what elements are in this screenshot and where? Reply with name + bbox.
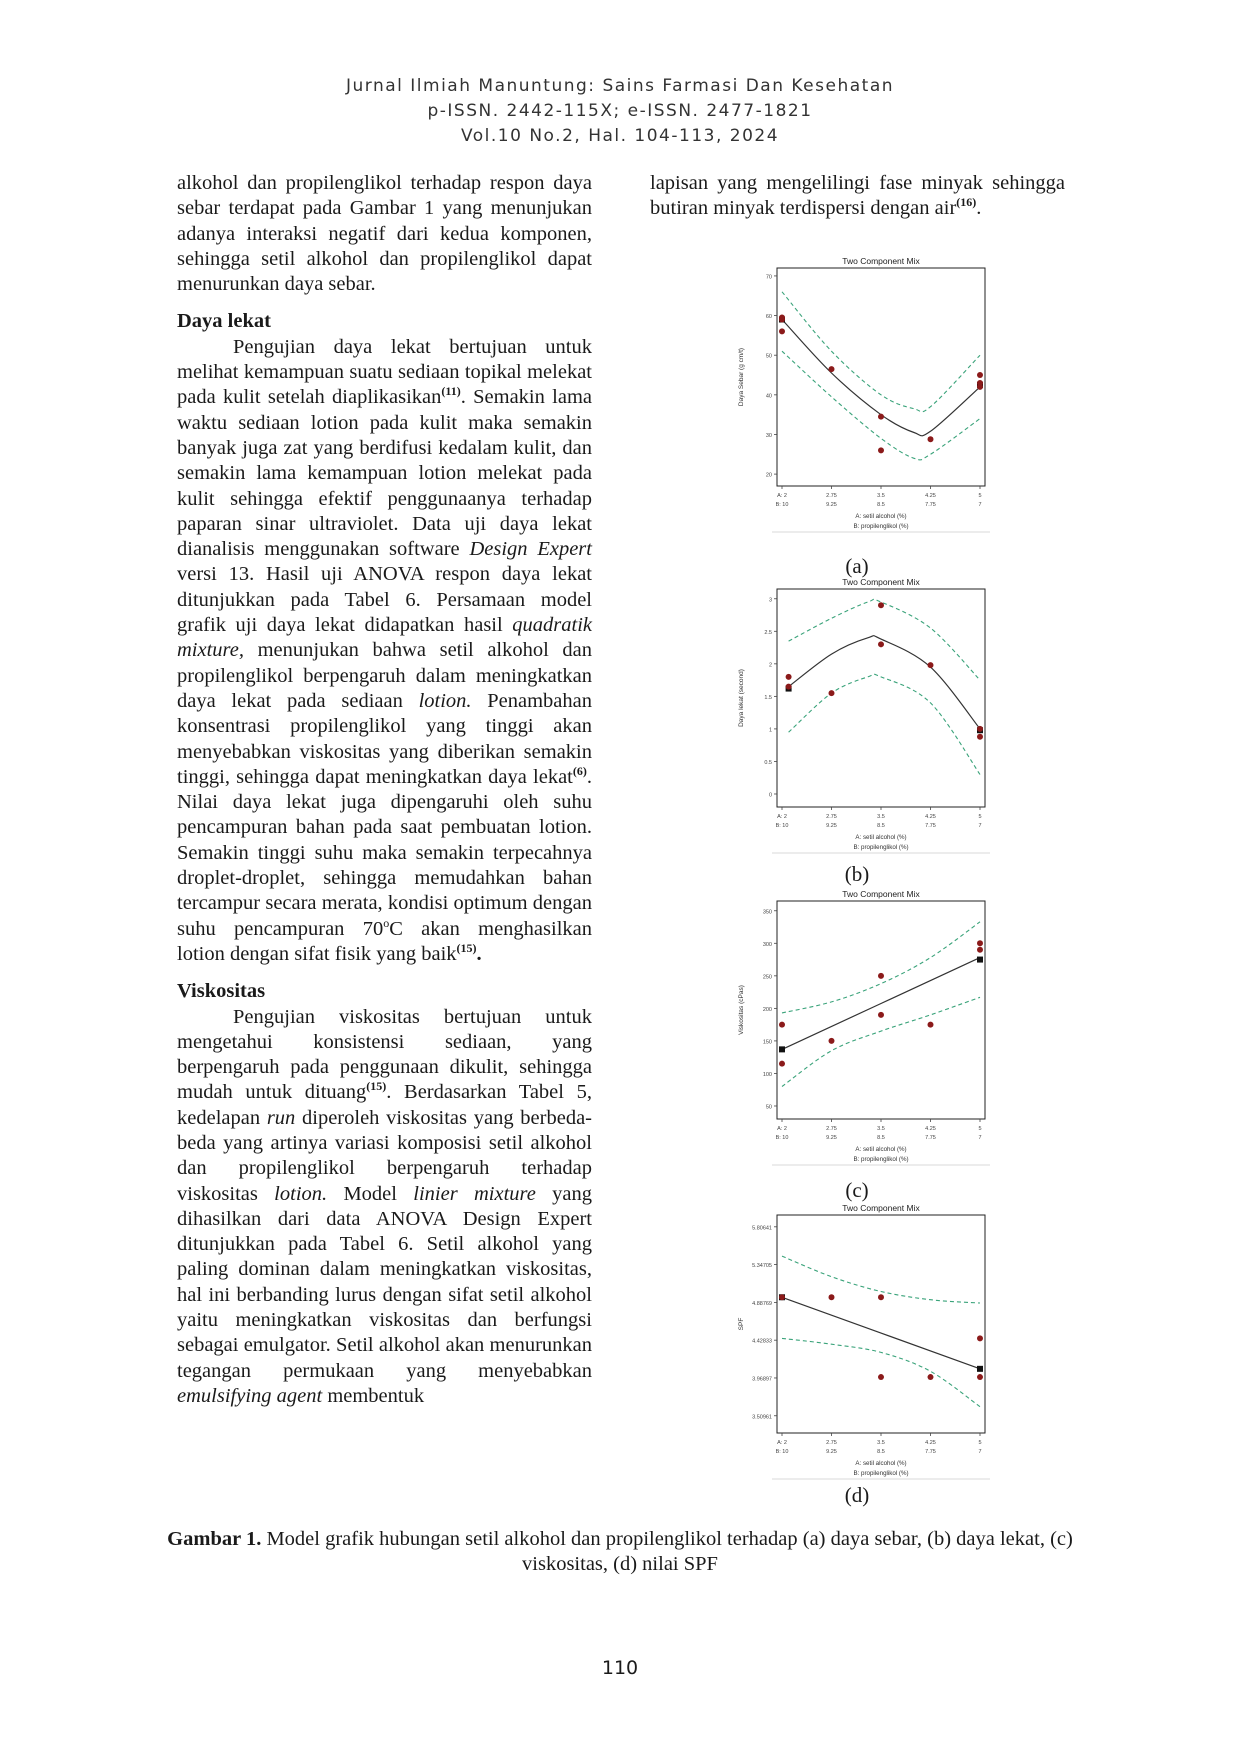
data-point	[829, 1038, 835, 1044]
paragraph-daya-lekat: Pengujian daya lekat bertujuan untuk melihat kemampuan suatu sediaan topikal melekat pada kulit setelah diaplikasikan$^{(11)}$. Semakin lama waktu sediaan lotion pada kulit maka semakin banyak juga zat yang berdifusi kedalam kulit, dan semakin lama kemampuan lotion melekat pada kulit sehingga efektif penggunaanya terhadap paparan sinar ultraviolet. Data uji daya lekat dianalisis menggunakan software Design Expert versi 13. Hasil uji ANOVA respon daya lekat ditunjukkan pada Tabel 6. Persamaan model grafik uji daya lekat didapatkan hasil quadratik mixture, menunjukan bahwa setil alkohol dan propilenglikol berpengaruh dalam meningkatkan daya lekat pada sediaan lotion. Penambahan konsentrasi propilenglikol yang tinggi akan menyebabkan viskositas yang diberikan semakin tinggi, sehingga dapat meningkatkan daya lekat$^{(6)}$. Nilai daya lekat juga dipengaruhi oleh suhu pencampuran bahan pada saat pembuatan lotion. Semakin tinggi suhu maka semakin terpecahnya droplet-droplet, sehingga memudahkan bahan tercampur secara merata, kondisi optimum dengan suhu pencampuran 70$^o$C akan menghasilkan lotion dengan sifat fisik yang baik$^{(15)}$.	[177, 335, 592, 965]
y-tick-label: 200	[762, 1006, 772, 1013]
x-axis-label-a: A: setil alcohol (%)	[855, 834, 907, 841]
chart-d	[715, 1201, 1000, 1491]
paragraph-right: lapisan yang mengelilingi fase minyak sehingga butiran minyak terdispersi dengan air$^{(16)}$.	[650, 172, 1065, 220]
data-point	[829, 366, 835, 372]
issn-line: p-ISSN. 2442-115X; e-ISSN. 2477-1821	[427, 101, 813, 121]
x-tick-label-b: 8.5	[877, 1135, 885, 1141]
x-tick-label-b: 8.5	[877, 823, 885, 829]
y-tick-label: 70	[765, 274, 772, 281]
x-tick-label-a: 2.75	[826, 1440, 837, 1446]
lower-confidence-band	[782, 997, 980, 1086]
chart-panel-c	[715, 887, 1000, 1177]
y-tick-label: 3	[768, 597, 772, 604]
volume-line: Vol.10 No.2, Hal. 104-113, 2024	[460, 126, 780, 146]
x-tick-label-b: B: 10	[775, 1135, 789, 1141]
x-axis-label-b: B: propilenglikol (%)	[853, 844, 909, 851]
y-tick-label: 5.80641	[752, 1225, 772, 1232]
y-axis-label: Daya Sebar (g cm/t)	[738, 347, 745, 407]
chart-title: Two Component Mix	[842, 577, 920, 587]
x-tick-label-a: 5	[978, 1126, 982, 1132]
data-point	[878, 447, 884, 453]
x-tick-label-b: 7.75	[925, 823, 936, 829]
x-tick-label-b: 9.25	[826, 502, 837, 508]
data-point	[779, 1061, 785, 1067]
design-point-marker	[779, 1046, 785, 1052]
panel-label-d: (d)	[844, 1483, 870, 1507]
fitted-model-line	[789, 636, 980, 729]
chart-title: Two Component Mix	[842, 256, 920, 266]
y-tick-label: 4.42833	[752, 1338, 772, 1345]
x-tick-label-a: 3.5	[877, 1126, 885, 1132]
y-axis-label: SPF	[738, 1317, 745, 1331]
x-tick-label-a: A: 2	[777, 814, 787, 820]
y-tick-label: 0.5	[764, 759, 772, 766]
x-axis-label-b: B: propilenglikol (%)	[853, 523, 909, 530]
plot-frame	[777, 1215, 985, 1433]
x-axis-label-a: A: setil alcohol (%)	[855, 513, 907, 520]
fitted-model-line	[782, 1297, 980, 1369]
data-point	[878, 1294, 884, 1300]
x-tick-label-a: 4.25	[925, 493, 936, 499]
chart-panel-a	[715, 254, 1000, 544]
x-tick-label-b: 7	[978, 502, 982, 508]
data-point	[779, 1022, 785, 1028]
x-tick-label-a: 5	[978, 814, 982, 820]
x-tick-label-a: 4.25	[925, 814, 936, 820]
data-point	[779, 328, 785, 334]
plot-frame	[777, 901, 985, 1119]
x-tick-label-b: 7	[978, 1135, 982, 1141]
data-point	[878, 602, 884, 608]
y-tick-label: 2.5	[764, 629, 772, 636]
x-tick-label-a: 3.5	[877, 493, 885, 499]
data-point	[977, 1374, 983, 1380]
chart-b	[715, 575, 1000, 865]
y-tick-label: 50	[765, 353, 772, 360]
data-point	[977, 380, 983, 386]
x-tick-label-a: 3.5	[877, 1440, 885, 1446]
y-tick-label: 100	[762, 1071, 772, 1078]
y-tick-label: 350	[762, 909, 772, 916]
data-point	[878, 414, 884, 420]
data-point	[977, 734, 983, 740]
y-tick-label: 3.96897	[752, 1376, 772, 1383]
fitted-model-line	[782, 958, 980, 1050]
chart-c	[715, 887, 1000, 1177]
chart-title: Two Component Mix	[842, 889, 920, 899]
x-tick-label-b: 8.5	[877, 1449, 885, 1455]
data-point	[786, 684, 792, 690]
data-point	[928, 1022, 934, 1028]
x-axis-label-a: A: setil alcohol (%)	[855, 1460, 907, 1467]
x-tick-label-a: 4.25	[925, 1440, 936, 1446]
x-tick-label-b: 9.25	[826, 1449, 837, 1455]
y-tick-label: 30	[765, 432, 772, 439]
data-point	[977, 1335, 983, 1341]
x-tick-label-b: 8.5	[877, 502, 885, 508]
y-axis-label: Daya lekat (second)	[738, 669, 745, 727]
x-tick-label-a: 5	[978, 493, 982, 499]
x-tick-label-b: 9.25	[826, 1135, 837, 1141]
data-point	[878, 641, 884, 647]
upper-confidence-band	[789, 599, 980, 680]
x-axis-label-a: A: setil alcohol (%)	[855, 1146, 907, 1153]
x-tick-label-a: 2.75	[826, 814, 837, 820]
right-column	[650, 171, 1065, 222]
x-tick-label-a: 2.75	[826, 1126, 837, 1132]
data-point	[779, 1294, 785, 1300]
x-tick-label-b: 7.75	[925, 1449, 936, 1455]
figure-caption: Gambar 1. Model grafik hubungan setil alkohol dan propilenglikol terhadap (a) daya sebar, (b) daya lekat, (c) viskositas, (d) nilai SPF	[167, 1528, 1073, 1575]
design-point-marker	[977, 957, 983, 963]
y-tick-label: 150	[762, 1039, 772, 1046]
y-tick-label: 60	[765, 314, 772, 321]
y-tick-label: 1	[768, 727, 772, 734]
y-tick-label: 50	[765, 1104, 772, 1111]
chart-a	[715, 254, 1000, 544]
y-tick-label: 300	[762, 941, 772, 948]
journal-title: Jurnal Ilmiah Manuntung: Sains Farmasi Dan Kesehatan	[345, 76, 895, 96]
x-tick-label-b: B: 10	[775, 1449, 789, 1455]
data-point	[977, 940, 983, 946]
paragraph-intro: alkohol dan propilenglikol terhadap respon daya sebar terdapat pada Gambar 1 yang menunjukan adanya interaksi negatif dari kedua komponen, sehingga setil alkohol dan propilenglikol dapat menurunkan daya sebar.	[177, 172, 592, 296]
y-tick-label: 0	[768, 792, 772, 799]
data-point	[977, 947, 983, 953]
section-heading-daya-lekat: Daya lekat	[177, 310, 271, 333]
lower-confidence-band	[789, 674, 980, 774]
x-axis-label-b: B: propilenglikol (%)	[853, 1470, 909, 1477]
panel-label-b: (b)	[844, 862, 870, 886]
data-point	[878, 1374, 884, 1380]
x-tick-label-a: 5	[978, 1440, 982, 1446]
data-point	[786, 674, 792, 680]
x-tick-label-b: 7.75	[925, 502, 936, 508]
data-point	[878, 1012, 884, 1018]
y-tick-label: 40	[765, 393, 772, 400]
x-axis-label-b: B: propilenglikol (%)	[853, 1156, 909, 1163]
y-tick-label: 20	[765, 472, 772, 479]
design-point-marker	[977, 1366, 983, 1372]
section-heading-viskositas: Viskositas	[177, 980, 266, 1003]
x-tick-label-a: 3.5	[877, 814, 885, 820]
x-tick-label-b: B: 10	[775, 502, 789, 508]
x-tick-label-a: 4.25	[925, 1126, 936, 1132]
x-tick-label-b: 7.75	[925, 1135, 936, 1141]
data-point	[977, 726, 983, 732]
paragraph-viskositas: Pengujian viskositas bertujuan untuk mengetahui konsistensi sediaan, yang berpengaruh pada penggunaan dikulit, sehingga mudah untuk dituang$^{(15)}$. Berdasarkan Tabel 5, kedelapan run diperoleh viskositas yang berbeda-beda yang artinya variasi komposisi setil alkohol dan propilenglikol berpengaruh terhadap viskositas lotion. Model linier mixture yang dihasilkan dari data ANOVA Design Expert ditunjukkan pada Tabel 6. Setil alkohol yang paling dominan dalam meningkatkan viskositas, hal ini berbanding lurus dengan sifat setil alkohol yaitu meningkatkan viskositas dan berfungsi sebagai emulgator. Setil alkohol akan menurunkan tegangan permukaan yang menyebabkan emulsifying agent membentuk	[177, 1005, 592, 1407]
x-tick-label-b: B: 10	[775, 823, 789, 829]
y-tick-label: 4.88769	[752, 1300, 772, 1307]
data-point	[829, 690, 835, 696]
plot-frame	[777, 589, 985, 807]
panel-label-c: (c)	[845, 1178, 869, 1202]
x-tick-label-a: A: 2	[777, 493, 787, 499]
data-point	[928, 1374, 934, 1380]
left-column	[177, 171, 592, 1409]
x-tick-label-b: 7	[978, 1449, 982, 1455]
x-tick-label-b: 7	[978, 823, 982, 829]
y-tick-label: 3.50961	[752, 1414, 772, 1421]
x-tick-label-a: A: 2	[777, 1126, 787, 1132]
data-point	[878, 973, 884, 979]
page-number: 110	[601, 1657, 639, 1679]
x-tick-label-a: 2.75	[826, 493, 837, 499]
panel-label-a: (a)	[845, 554, 869, 578]
lower-confidence-band	[782, 351, 980, 460]
data-point	[779, 315, 785, 321]
x-tick-label-a: A: 2	[777, 1440, 787, 1446]
data-point	[829, 1294, 835, 1300]
data-point	[928, 436, 934, 442]
y-tick-label: 1.5	[764, 694, 772, 701]
lower-confidence-band	[782, 1338, 980, 1406]
data-point	[977, 372, 983, 378]
y-axis-label: Viskositas (cPas)	[738, 985, 745, 1035]
upper-confidence-band	[782, 922, 980, 1013]
data-point	[928, 662, 934, 668]
chart-panel-d	[715, 1201, 1000, 1491]
x-tick-label-b: 9.25	[826, 823, 837, 829]
chart-panel-b	[715, 575, 1000, 865]
chart-title: Two Component Mix	[842, 1203, 920, 1213]
y-tick-label: 5.34705	[752, 1263, 772, 1270]
y-tick-label: 250	[762, 974, 772, 981]
y-tick-label: 2	[768, 662, 772, 669]
